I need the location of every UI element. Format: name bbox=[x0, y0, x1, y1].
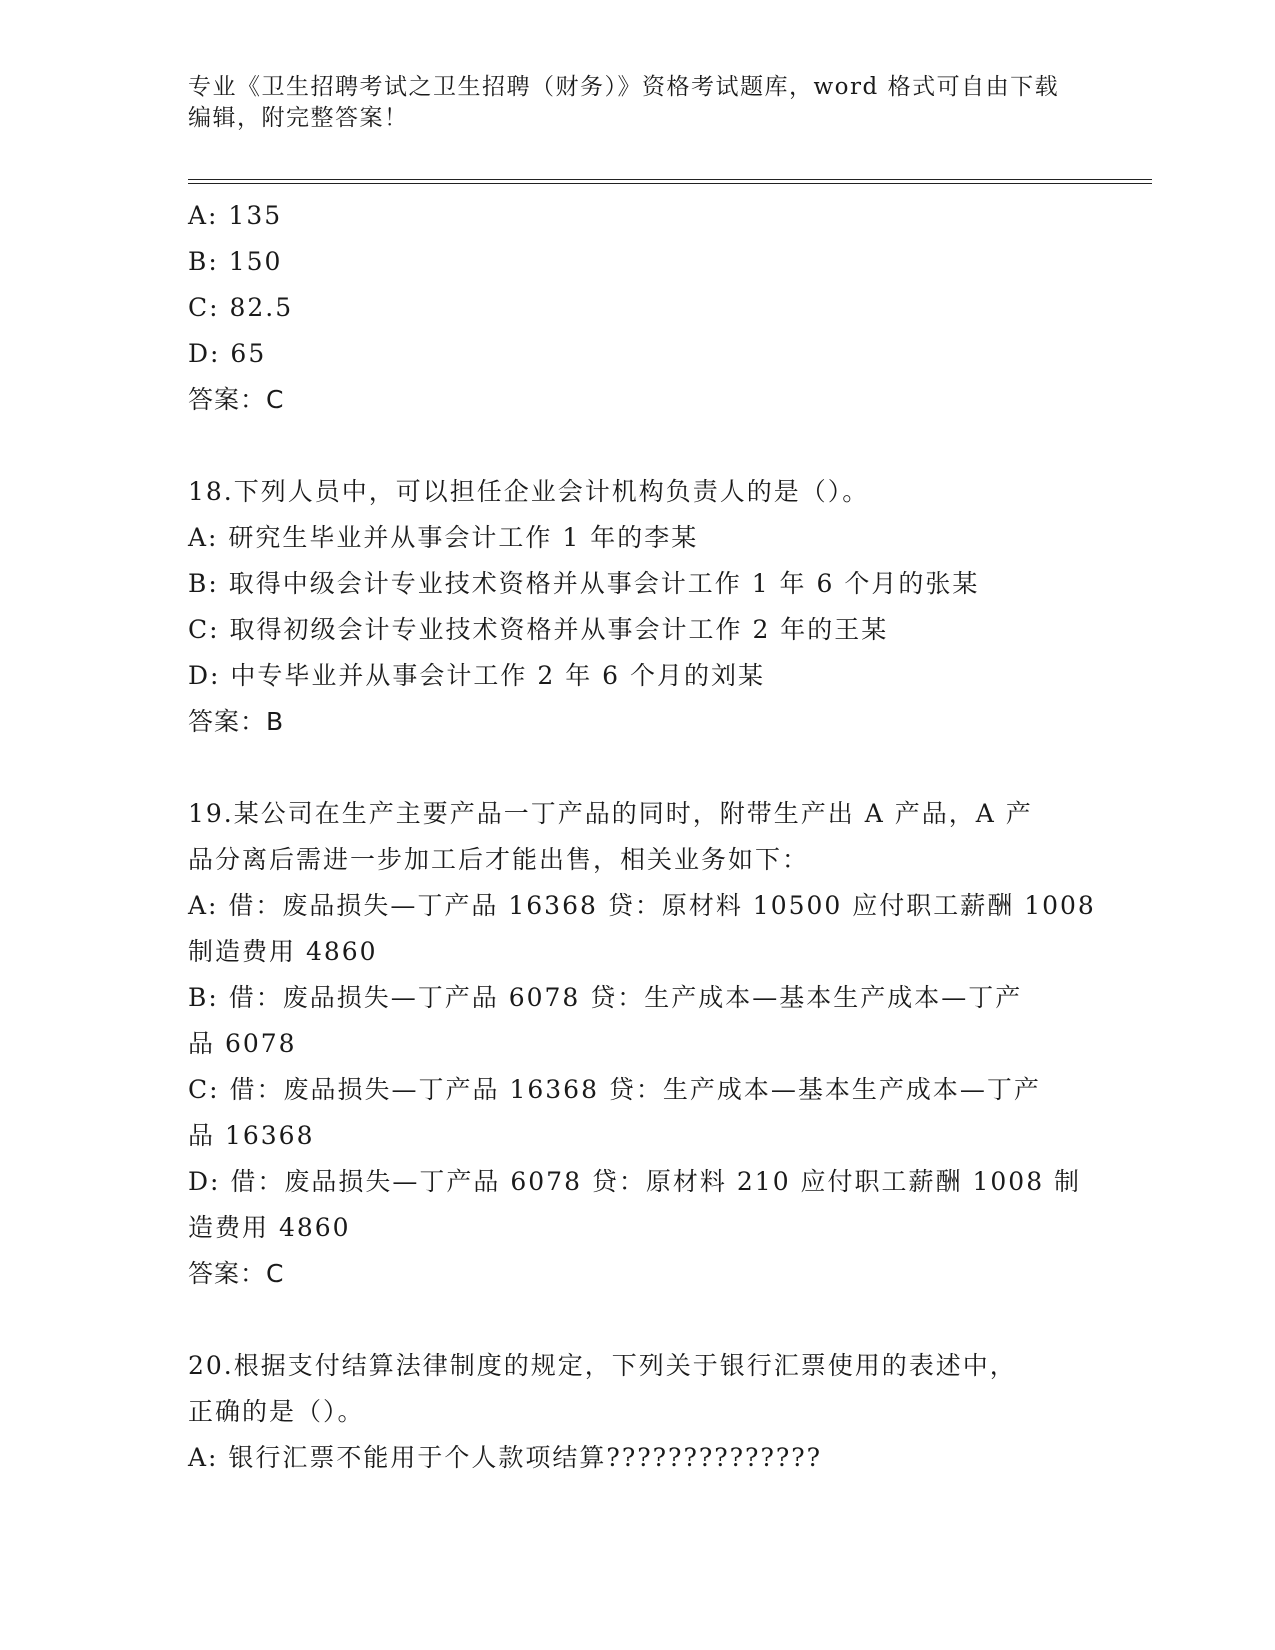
q19-option-a-line-2: 制造费用 4860 bbox=[188, 937, 378, 966]
q18-option-a: A: 研究生毕业并从事会计工作 1 年的李某 bbox=[188, 523, 699, 552]
q19-option-c-line-2: 品 16368 bbox=[188, 1121, 315, 1150]
q18-option-c: C: 取得初级会计专业技术资格并从事会计工作 2 年的王某 bbox=[188, 615, 889, 644]
question-19-block bbox=[188, 791, 1096, 1297]
q18-option-b: B: 取得中级会计专业技术资格并从事会计工作 1 年 6 个月的张某 bbox=[188, 569, 980, 598]
q17-answer: 答案：C bbox=[188, 385, 285, 414]
q20-option-a: A: 银行汇票不能用于个人款项结算?????????????? bbox=[188, 1443, 823, 1472]
spacer bbox=[188, 745, 1088, 791]
q19-question-line-1: 19.某公司在生产主要产品一丁产品的同时，附带生产出 A 产品，A 产 bbox=[188, 799, 1033, 828]
question-18-block bbox=[188, 469, 1088, 745]
q17-option-d: D: 65 bbox=[188, 339, 267, 368]
question-20-block bbox=[188, 1343, 1088, 1481]
q19-option-b-line-1: B: 借：废品损失—丁产品 6078 贷：生产成本—基本生产成本—丁产 bbox=[188, 983, 1023, 1012]
header-line-1: 专业《卫生招聘考试之卫生招聘（财务）》资格考试题库，word 格式可自由下载 bbox=[188, 74, 1060, 100]
q19-option-c-line-1: C: 借：废品损失—丁产品 16368 贷：生产成本—基本生产成本—丁产 bbox=[188, 1075, 1041, 1104]
question-17-block bbox=[188, 193, 1088, 423]
header-divider-top bbox=[188, 179, 1152, 180]
q18-answer: 答案：B bbox=[188, 707, 285, 736]
q19-answer: 答案：C bbox=[188, 1259, 285, 1288]
spacer bbox=[188, 1297, 1088, 1343]
header-divider-bottom bbox=[188, 183, 1152, 184]
document-header bbox=[188, 72, 1088, 134]
q19-option-d-line-1: D: 借：废品损失—丁产品 6078 贷：原材料 210 应付职工薪酬 1008 制 bbox=[188, 1167, 1082, 1196]
q19-option-a-line-1: A: 借：废品损失—丁产品 16368 贷：原材料 10500 应付职工薪酬 1008 bbox=[188, 891, 1096, 920]
q17-option-a: A: 135 bbox=[188, 201, 283, 230]
q19-option-b-line-2: 品 6078 bbox=[188, 1029, 297, 1058]
q20-question-line-2: 正确的是（）。 bbox=[188, 1397, 365, 1426]
q17-option-c: C: 82.5 bbox=[188, 293, 294, 322]
header-line-2: 编辑，附完整答案！ bbox=[188, 105, 409, 131]
q19-question-line-2: 品分离后需进一步加工后才能出售，相关业务如下： bbox=[188, 845, 810, 874]
question-content bbox=[188, 193, 1096, 1481]
q20-question-line-1: 20.根据支付结算法律制度的规定，下列关于银行汇票使用的表述中， bbox=[188, 1351, 1017, 1380]
q18-option-d: D: 中专毕业并从事会计工作 2 年 6 个月的刘某 bbox=[188, 661, 766, 690]
q18-question: 18.下列人员中，可以担任企业会计机构负责人的是（）。 bbox=[188, 477, 870, 506]
q19-option-d-line-2: 造费用 4860 bbox=[188, 1213, 351, 1242]
q17-option-b: B: 150 bbox=[188, 247, 283, 276]
spacer bbox=[188, 423, 1088, 469]
